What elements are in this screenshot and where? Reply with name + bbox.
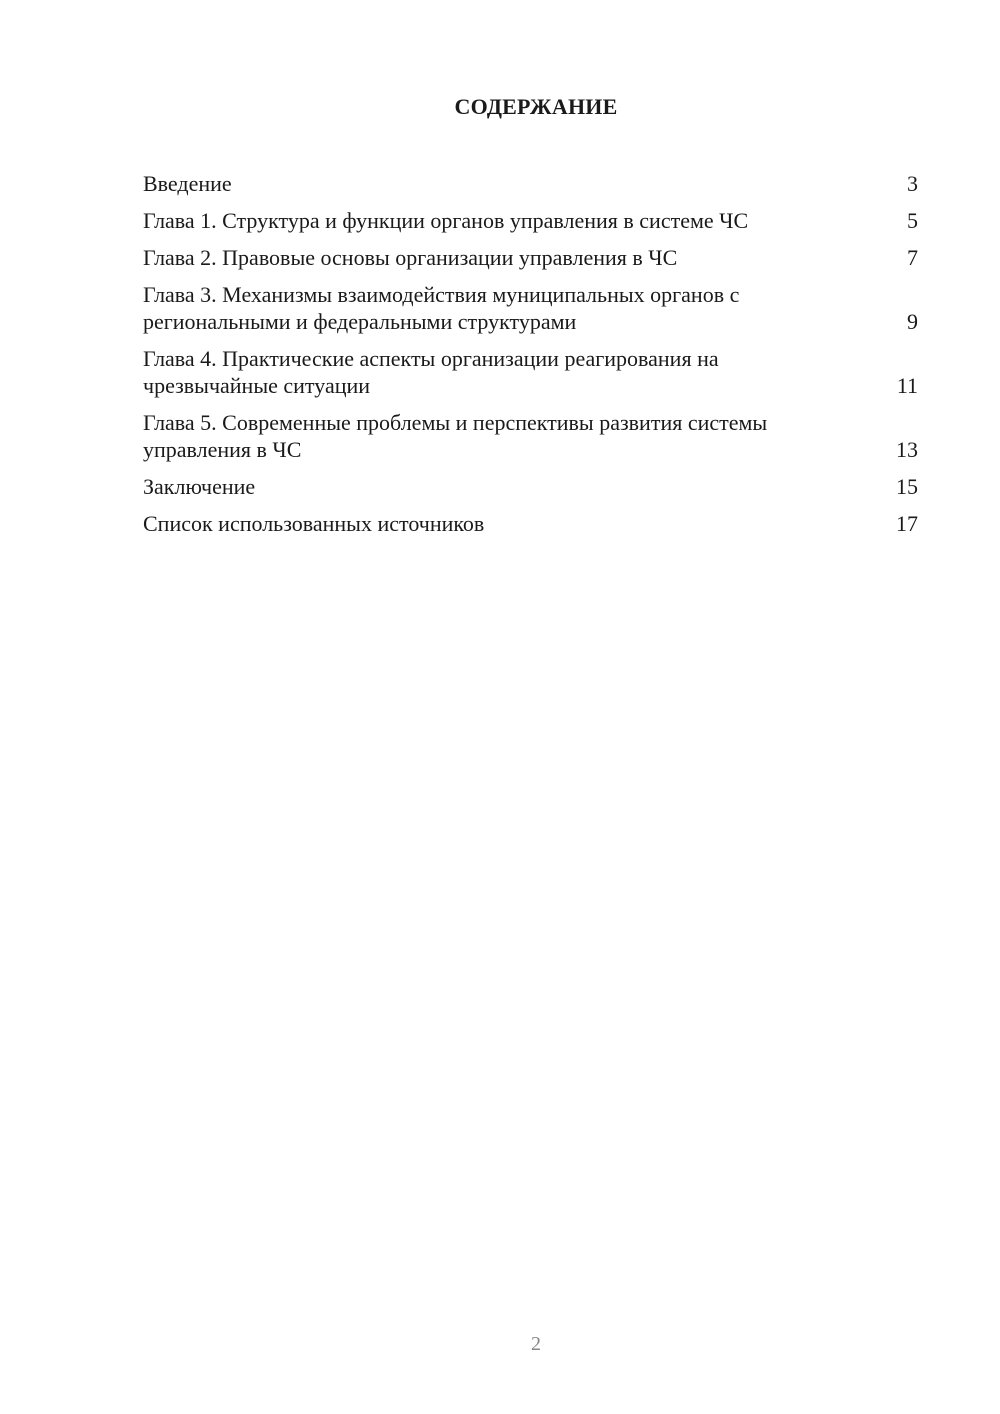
- toc-entry-page: 7: [907, 245, 918, 270]
- toc-entry-page: 3: [907, 171, 918, 196]
- toc-entry-page: 5: [907, 208, 918, 233]
- table-of-contents: [143, 170, 918, 547]
- toc-entry-page: 9: [907, 309, 918, 334]
- toc-entry-page: 15: [896, 474, 918, 499]
- toc-entry-chapter-1[interactable]: [143, 207, 918, 234]
- toc-entry-conclusion[interactable]: [143, 473, 918, 500]
- toc-entry-title: Глава 3. Механизмы взаимодействия муниципальных органов с региональными и федеральными структурами: [143, 282, 740, 334]
- toc-entry-title: Введение: [143, 171, 232, 196]
- toc-entry-title: Глава 5. Современные проблемы и перспективы развития системы управления в ЧС: [143, 410, 768, 462]
- toc-entry-page: 11: [896, 373, 918, 398]
- toc-entry-references[interactable]: [143, 510, 918, 537]
- page-title: СОДЕРЖАНИЕ: [454, 94, 618, 119]
- toc-entry-page: 17: [896, 511, 918, 536]
- toc-entry-chapter-5[interactable]: [143, 409, 918, 463]
- page-number: 2: [531, 1333, 541, 1355]
- toc-entry-chapter-3[interactable]: [143, 281, 918, 335]
- toc-entry-title: Заключение: [143, 474, 256, 499]
- toc-entry-page: 13: [896, 437, 918, 462]
- toc-entry-chapter-4[interactable]: [143, 345, 918, 399]
- toc-entry-title: Глава 2. Правовые основы организации управления в ЧС: [143, 245, 678, 270]
- toc-entry-title: Глава 4. Практические аспекты организации реагирования на чрезвычайные ситуации: [143, 346, 719, 398]
- toc-entry-introduction[interactable]: [143, 170, 918, 197]
- toc-entry-chapter-2[interactable]: [143, 244, 918, 271]
- toc-entry-title: Список использованных источников: [143, 511, 485, 536]
- toc-entry-title: Глава 1. Структура и функции органов управления в системе ЧС: [143, 208, 749, 233]
